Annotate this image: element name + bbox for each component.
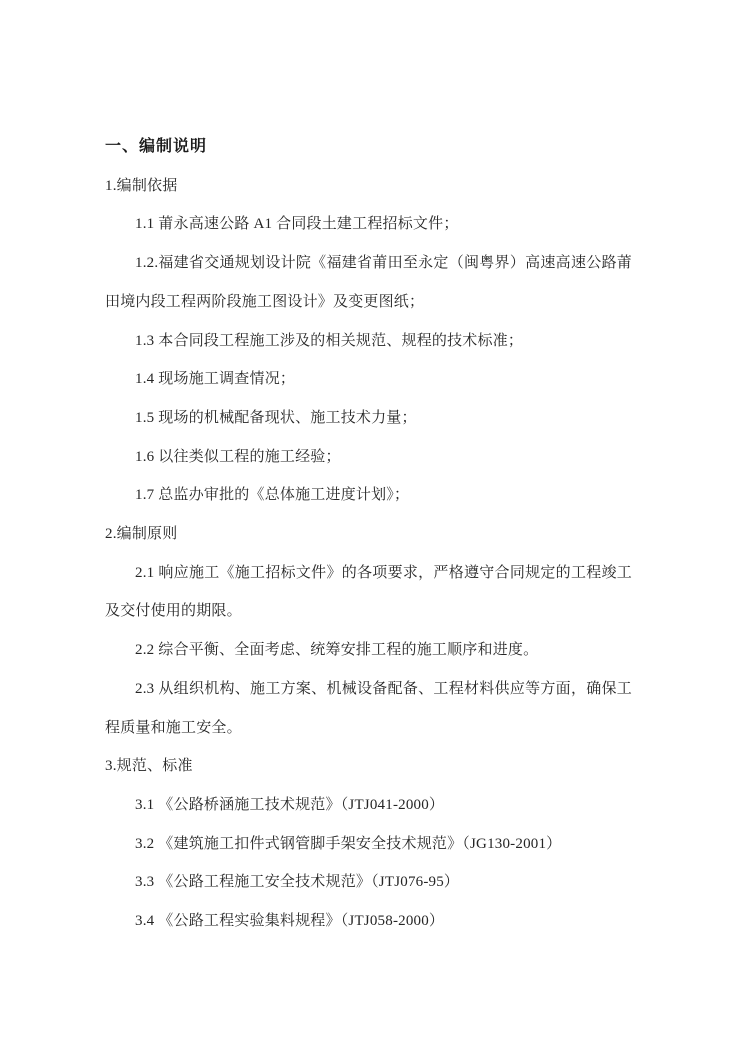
paragraph: 2.3 从组织机构、施工方案、机械设备配备、工程材料供应等方面，确保工程质量和施工安全。	[105, 680, 632, 736]
document-heading: 一、编制说明	[105, 138, 208, 155]
paragraph: 2.2 综合平衡、全面考虑、统筹安排工程的施工顺序和进度。	[135, 642, 539, 659]
paragraph: 3.2 《建筑施工扣件式钢管脚手架安全技术规范》（JG130-2001）	[135, 835, 562, 852]
paragraph: 2.编制原则	[105, 526, 178, 543]
paragraph: 1.4 现场施工调查情况；	[135, 371, 296, 388]
paragraph: 1.5 现场的机械配备现状、施工技术力量；	[135, 409, 417, 426]
paragraph: 3.3 《公路工程施工安全技术规范》（JTJ076-95）	[135, 874, 460, 891]
paragraph: 3.1 《公路桥涵施工技术规范》（JTJ041-2000）	[135, 796, 445, 813]
paragraph: 1.3 本合同段工程施工涉及的相关规范、规程的技术标准；	[135, 332, 524, 349]
paragraph: 1.6 以往类似工程的施工经验；	[135, 448, 341, 465]
document-body	[105, 167, 632, 941]
paragraph: 3.4 《公路工程实验集料规程》（JTJ058-2000）	[135, 913, 445, 930]
paragraph: 3.规范、标准	[105, 758, 193, 775]
paragraph: 1.1 莆永高速公路 A1 合同段土建工程招标文件；	[135, 216, 459, 233]
paragraph: 2.1 响应施工《施工招标文件》的各项要求，严格遵守合同规定的工程竣工及交付使用的期限。	[105, 564, 632, 620]
paragraph: 1.编制依据	[105, 177, 178, 194]
paragraph: 1.7 总监办审批的《总体施工进度计划》；	[135, 487, 410, 504]
document-page	[105, 128, 632, 941]
paragraph: 1.2.福建省交通规划设计院《福建省莆田至永定（闽粤界）高速高速公路莆田境内段工程两阶段施工图设计》及变更图纸；	[105, 255, 632, 310]
